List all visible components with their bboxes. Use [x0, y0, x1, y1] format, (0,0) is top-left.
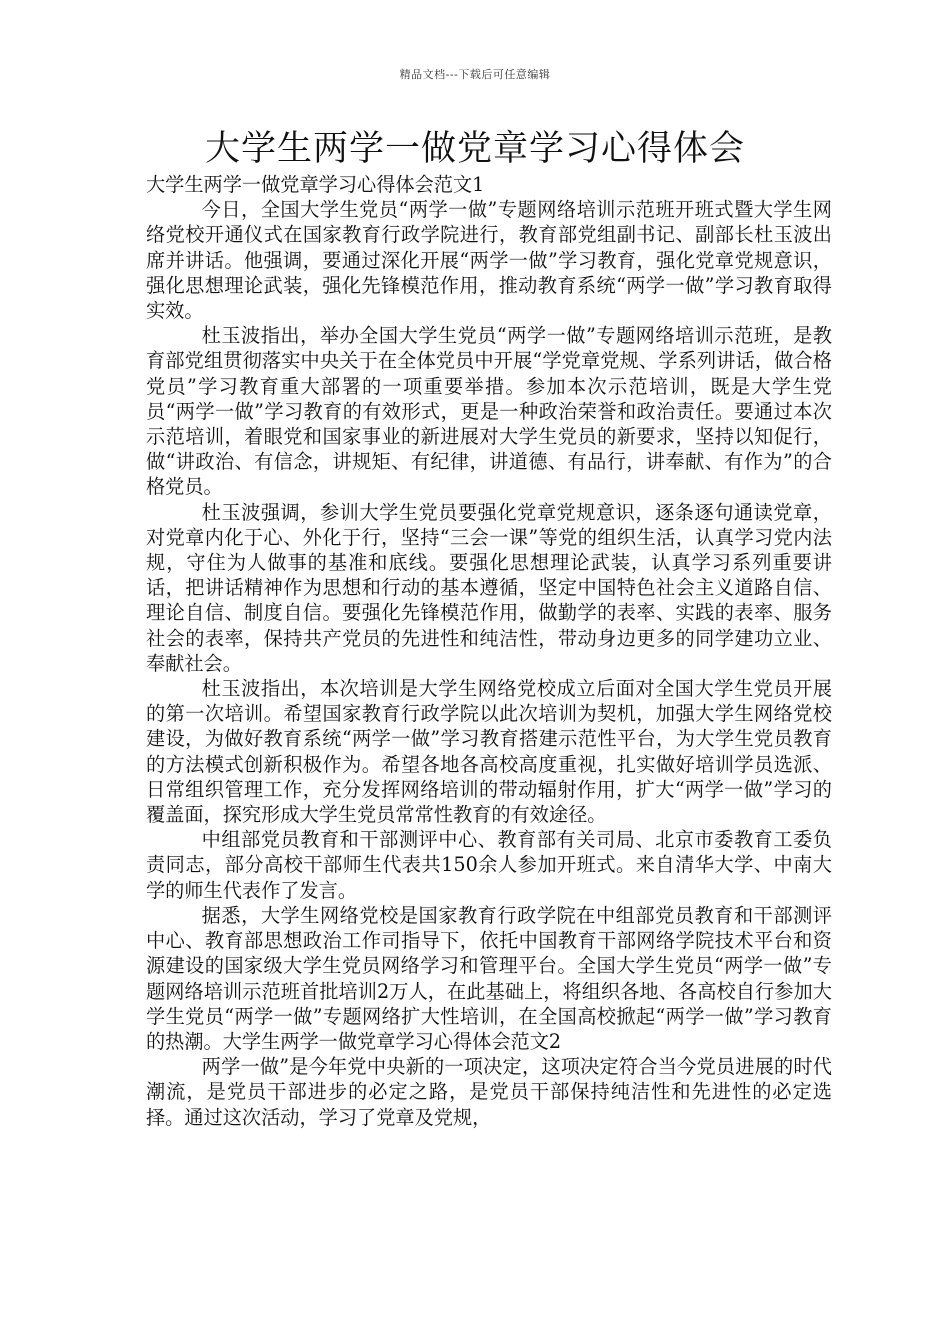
document-header-note: 精品文档---下载后可任意编辑 — [399, 68, 551, 81]
document-title: 大学生两学一做党章学习心得体会 — [204, 129, 745, 169]
body-paragraph: 今日，全国大学生党员“两学一做”专题网络培训示范班开班式暨大学生网络党校开通仪式在国家教育行政学院进行，教育部党组副书记、副部长杜玉波出席并讲话。他强调，要通过深化开展“两学一做”学习教育，强化党章党规意识，强化思想理论武装，强化先锋模范作用，推动教育系统“两学一做”学习教育取得实效。 — [146, 198, 832, 323]
body-paragraph: 中组部党员教育和干部测评中心、教育部有关司局、北京市委教育工委负责同志，部分高校干部师生代表共150余人参加开班式。来自清华大学、中南大学的师生代表作了发言。 — [146, 828, 832, 902]
section-heading: 大学生两学一做党章学习心得体会范文1 — [146, 173, 485, 196]
body-paragraph: 杜玉波强调，参训大学生党员要强化党章党规意识，逐条逐句通读党章，对党章内化于心、外化于行，坚持“三会一课”等党的组织生活，认真学习党内法规，守住为人做事的基准和底线。要强化思想理论武装，认真学习系列重要讲话，把讲话精神作为思想和行动的基本遵循，坚定中国特色社会主义道路自信、理论自信、制度自信。要强化先锋模范作用，做勤学的表率、实践的表率、服务社会的表率，保持共产党员的先进性和纯洁性，带动身边更多的同学建功立业、奉献社会。 — [146, 500, 832, 675]
body-paragraph: 两学一做”是今年党中央新的一项决定，这项决定符合当今党员进展的时代潮流，是党员干部进步的必定之路，是党员干部保持纯洁性和先进性的必定选择。通过这次活动，学习了党章及党规， — [146, 1055, 832, 1129]
body-paragraph: 杜玉波指出，本次培训是大学生网络党校成立后面对全国大学生党员开展的第一次培训。希望国家教育行政学院以此次培训为契机，加强大学生网络党校建设，为做好教育系统“两学一做”学习教育搭建示范性平台，为大学生党员教育的方法模式创新积极作为。希望各地各高校高度重视，扎实做好培训学员选派、日常组织管理工作，充分发挥网络培训的带动辐射作用，扩大“两学一做”学习的覆盖面，探究形成大学生党员常常性教育的有效途径。 — [146, 677, 832, 827]
body-paragraph: 据悉，大学生网络党校是国家教育行政学院在中组部党员教育和干部测评中心、教育部思想政治工作司指导下，依托中国教育干部网络学院技术平台和资源建设的国家级大学生党员网络学习和管理平台。全国大学生党员“两学一做”专题网络培训示范班首批培训2万人，在此基础上，将组织各地、各高校自行参加大学生党员“两学一做”专题网络扩大性培训，在全国高校掀起“两学一做”学习教育的热潮。大学生两学一做党章学习心得体会范文2 — [146, 903, 832, 1053]
document-body — [146, 172, 832, 1130]
body-paragraph: 杜玉波指出，举办全国大学生党员“两学一做”专题网络培训示范班，是教育部党组贯彻落实中央关于在全体党员中开展“学党章党规、学系列讲话，做合格党员”学习教育重大部署的一项重要举措。参加本次示范培训，既是大学生党员“两学一做”学习教育的有效形式，更是一种政治荣誉和政治责任。要通过本次示范培训，着眼党和国家事业的新进展对大学生党员的新要求，坚持以知促行，做“讲政治、有信念，讲规矩、有纪律，讲道德、有品行，讲奉献、有作为”的合格党员。 — [146, 324, 832, 499]
